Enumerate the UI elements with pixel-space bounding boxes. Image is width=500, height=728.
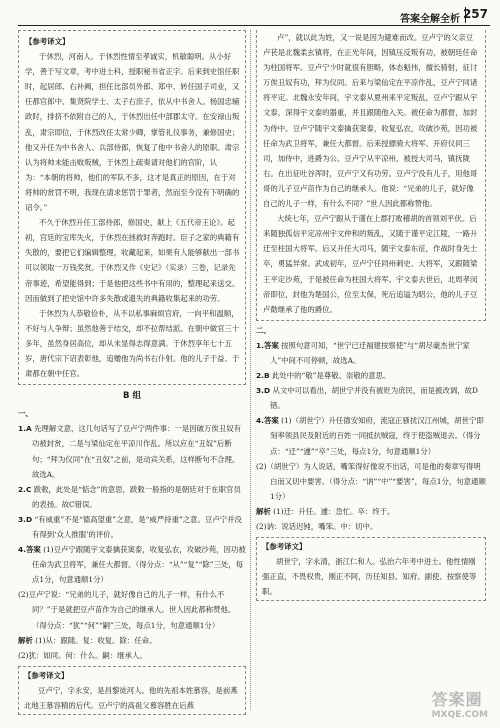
translation-paragraph: 胡世宁，字永清，浙江仁和人。弘治六年考中进士。他性情刚强正直，不畏权贵，刚正不阿，历任知县、知府、副使、按察使等职。 bbox=[262, 557, 477, 597]
right-column bbox=[256, 30, 486, 601]
answer-item bbox=[18, 421, 246, 481]
answer-item bbox=[256, 368, 486, 383]
answer-item bbox=[256, 459, 486, 504]
watermark-logo bbox=[432, 687, 488, 720]
answer-item bbox=[256, 413, 486, 458]
translation-paragraph: 于休烈为人恭敬俭朴，从不以私事麻烦官府，一向平和温顺，不好与人争辩；虽然他善于结交，却不拉帮结派。在朝中做官三十多年，虽然身居高位，却从未显得志得意满。于休烈享年七十五岁，唐代宗下诏表彰他，追赠他为尚书右仆射。他的儿子于益、于肃都在朝中任官。 bbox=[25, 308, 240, 379]
answer-item bbox=[18, 648, 246, 663]
answer-text: 跋敕，此处是“惦念”的意思，跋敕一般指的是朝廷对于在职官员的表扬。故C错误。 bbox=[32, 484, 241, 509]
answer-list bbox=[18, 421, 246, 663]
answer-text: 此处中的“敬”是尊敬、崇敬的意思。 bbox=[271, 371, 391, 381]
translation-paragraph: 不久于休烈升任工部侍郎，修国史，献上《五代帝王论》。起初，宫廷的宝库失火，于休烈在拯救时奔跑时。臣子之家的典籍有失散的，要把它们编辑整理，收藏起来，如果有人能够献出一部书可以领取一万钱奖赏。于休烈又作《史记》（实录）三卷，记录先帝事迹，希望能得到；于是他把这些书中有用的，整理起来送交。因而做到了把史馆中许多失散或遗失的典籍收集起来的功劳。 bbox=[25, 218, 240, 303]
watermark-url: MXQE.COM bbox=[431, 710, 488, 720]
header-title: 答案全解全析 bbox=[400, 14, 460, 25]
translation-paragraph: 大统七年，豆卢宁跟从于谨在上郡打败稽胡的首领刘平伏。后来随独孤信平定凉州宇文仲和的叛乱，又随于谨平定江陵，一路升迁至柱国大将军。后又升任大司马，随宇文泰东征，作战时身先士卒，勇猛异常。武成初年，豆卢宁任同州刺史、大将军，又跟随梁王平定沙苑，于是被任命为柱国大将军。宇文泰去世后，北周孝闵帝即位，封他为楚国公，位至太保，死后追谥为昭公，他的儿子豆卢勣继承了他的爵位。 bbox=[263, 214, 478, 314]
answer-item bbox=[18, 482, 246, 512]
answer-text: (2)讷：说话迟钝，嘴笨。中：切中。 bbox=[256, 522, 378, 531]
answer-item bbox=[18, 633, 246, 648]
translation-box-continued bbox=[256, 30, 486, 321]
answer-key: 4.答案 bbox=[18, 545, 41, 555]
header-rule bbox=[18, 25, 490, 26]
answer-item bbox=[18, 587, 246, 632]
answer-text: 先理解文意，这几句话写了豆卢宁两件事：一是因破万俟丑奴有功被封赏，二是与梁仙定在平凉川作乱。所以应在“丑奴”后断句；“拜为仪同”在“丑奴”之前，是动宾关系，这样断句不合理。故选A。 bbox=[32, 424, 241, 479]
answer-key: 3.D bbox=[256, 386, 271, 396]
answer-text: (2)犹：如同。何：什么。嗣：继承人。 bbox=[18, 650, 147, 660]
translation-paragraph: 卢”，就以此为姓，又一说是因为避难而改。豆卢宁的父亲豆卢苌是北魏柔玄镇将，在正光年间，因镇压反叛有功，被朝廷任命为柱国将军。豆卢宁少时就很有胆略，体态魁伟，擅长骑射，征讨万俟丑奴有功，拜为仪同。后来与梁仙定在平凉作乱，豆卢宁同诸将平定。北魏永安年间，宇文泰从夏州来平定叛乱，豆卢宁跟从宇文泰，深得宇文泰的器重，并且跟随他入关。被任命为都督，加封为侍中。豆卢宁随宇文泰擒获窦泰，收复弘农，攻破沙苑，因功被任命为武卫将军，兼任大都督。后来授骠骑大将军、开府仪同三司，加侍中，进爵为公。豆卢宁从平凉州，被授大司马，镇抚陇右。在出征吐谷浑时，豆卢宁又有功劳。豆卢宁没有儿子，用他哥哥的儿子豆卢苗作为自己的继承人。他说：“兄弟的儿子，就好像自己的儿子一样，有什么不同？”世人因此都称赞他。 bbox=[263, 33, 478, 209]
question-number: 二、 bbox=[256, 325, 271, 335]
answer-text: 从文中可以看出，胡世宁并没有被贬为庶民，而是被改调，故D错。 bbox=[270, 386, 478, 411]
answer-text: (1)从：跟随。复：收复。除：任命。 bbox=[35, 635, 157, 645]
answer-item bbox=[256, 383, 486, 413]
answer-text: (2)豆卢宁说：“兄弟的儿子，就好像自己的儿子一样，有什么不同？”于是就把豆卢苗作为自己的继承人。世人因此都称赞他。（得分点：“犹”“何”“嗣”三处，每点1分，句意通顺1分） bbox=[18, 590, 236, 630]
page-header bbox=[0, 0, 500, 28]
answer-item bbox=[256, 519, 486, 534]
page-number: 257 bbox=[462, 7, 488, 21]
answer-text: (1)豆卢宁跟随宇文泰擒获窦泰，收复弘农，攻破沙苑，因功被任命为武卫将军，兼任大都督。（得分点：“从”“复”“除”三处，每点1分，句意通顺1分） bbox=[32, 545, 246, 585]
answer-key: 1.答案 bbox=[256, 340, 279, 350]
answer-item bbox=[256, 338, 486, 368]
answer-key: 解析 bbox=[256, 506, 271, 516]
answer-key: 4.答案 bbox=[256, 416, 279, 426]
column-divider bbox=[250, 30, 251, 710]
translation-paragraph: 豆卢宁，字永安，是昌黎徒河人。他的先祖本姓慕容，是前燕北地王慕容精的后代。豆卢宁的高祖父慕容胜在后燕 bbox=[24, 685, 238, 711]
translation-box-a bbox=[18, 30, 246, 385]
answer-text: (2)（胡世宁）为人说话，嘴笨得好像说不出话，可是他的奏章写得明白而又切中要害。（得分点：“讷”“中”“要害”，每点1分，句意通顺1分） bbox=[256, 461, 486, 501]
answer-list bbox=[256, 338, 486, 534]
answer-key: 1.A bbox=[18, 424, 32, 434]
answer-key: 2.C bbox=[18, 484, 32, 494]
watermark-text: 答案圈 bbox=[431, 690, 483, 709]
answer-item bbox=[256, 504, 486, 519]
section-heading-b: B 组 bbox=[123, 391, 141, 402]
left-column bbox=[18, 30, 246, 715]
answer-text: (1)（胡世宁）升任德安知府，流寇正骚扰汉江州城，胡世宁即刻率领县民及附近的百姓一同抵抗贼寇，终于使盗贼退去。（得分点：“迁”“遽”“卒”三处，每点1分，句意通顺1分） bbox=[270, 416, 484, 456]
translation-title: 【参考译文】 bbox=[24, 670, 69, 680]
answer-text: 按照句意可知，“世宁已迁福建按察使”与“胡尽豪杰世宁家人”中间不可停顿，故选A。 bbox=[270, 340, 470, 365]
answer-text: (1)迁：升任。遽：急忙。卒：终于。 bbox=[273, 506, 395, 516]
answer-text: “有威重”不是“德高望重”之意，是“威严持重”之意。豆卢宁并没有得到‘众人推服’的评价。 bbox=[32, 514, 242, 539]
translation-box-c bbox=[256, 537, 486, 601]
answer-item bbox=[18, 512, 246, 542]
answer-key: 2.B bbox=[256, 371, 270, 381]
translation-title: 【参考译文】 bbox=[25, 37, 70, 46]
translation-title: 【参考译文】 bbox=[262, 542, 307, 552]
answer-item bbox=[18, 542, 246, 587]
question-number: 一、 bbox=[18, 409, 33, 419]
answer-key: 3.D bbox=[18, 514, 33, 524]
answer-key: 解析 bbox=[18, 635, 33, 645]
translation-paragraph: 于休烈，河南人。于休烈性情至孝诚实，机敏聪明。从小好学，善于写文章，考中进士科，授职秘书省正字。后来到史馆任职时，起居郎、右补阙，担任比部员外郎、郑中、转任国子司业，又任都官郎中、集贤院学士、太子右庶子，依从中书舍人。杨国忠辅政时，排挤不依附自己的人，于休烈出任中部郡太守。在安禄山叛乱，肃宗即位，于休烈改任太常少卿，掌管礼仪事务，兼修国史；他又升任为中书舍人、兵部侍郎，恢复了他中书舍人的原职。肃宗认为将帅未能击败叛贼，于休烈上疏奏请对他们的官阶，认为：“本朝的将帅，他们的军队不多，这才是真正的原因，在于对将帅的赏罚不明，我现在请求惩罚于罪者，然而至今没有下明确的诏令。” bbox=[25, 52, 240, 213]
translation-box-b bbox=[18, 666, 246, 715]
